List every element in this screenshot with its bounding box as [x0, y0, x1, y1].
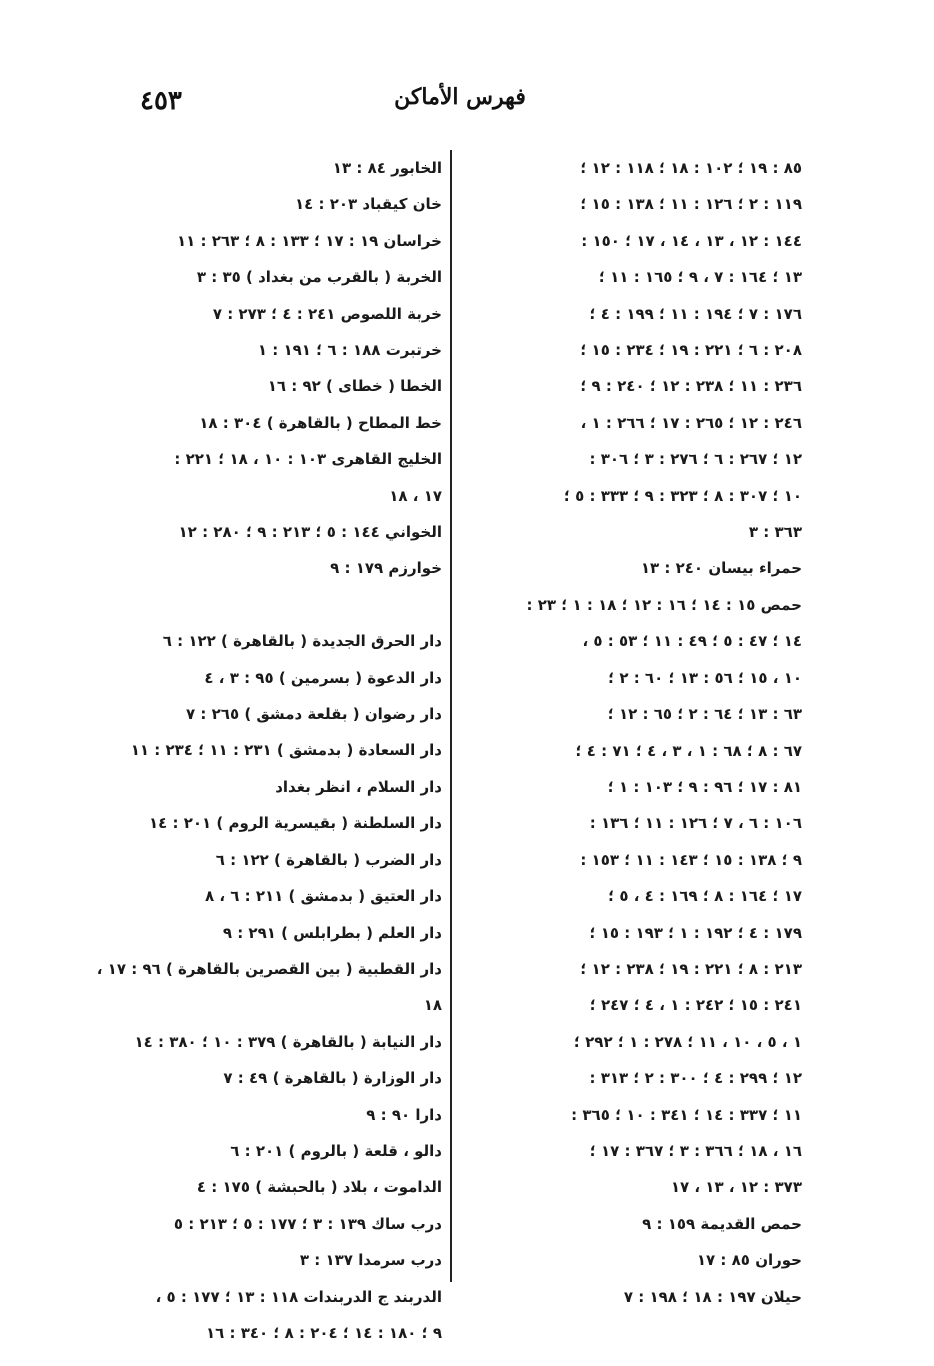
index-entry: دار الوزارة ( بالقاهرة ) ٤٩ : ٧	[223, 1069, 442, 1088]
index-entry: ١٦ ، ١٨ ؛ ٣٦٦ : ٣ ؛ ٣٦٧ : ١٧ ؛	[589, 1141, 802, 1160]
index-entry: دار النيابة ( بالقاهرة ) ٣٧٩ : ١٠ ؛ ٣٨٠ : ١٤	[134, 1032, 442, 1051]
index-entry: دار الحرق الجديدة ( بالقاهرة ) ١٢٢ : ٦	[162, 632, 442, 651]
index-entry: خرتبرت ١٨٨ : ٦ ؛ ١٩١ : ١	[257, 341, 442, 360]
index-entry: ٩ ؛ ١٣٨ : ١٥ ؛ ١٤٣ : ١١ ؛ ١٥٣ :	[580, 850, 802, 869]
index-entry: ٦٧ : ٨ ؛ ٦٨ : ١ ، ٣ ، ٤ ؛ ٧١ : ٤ ؛	[575, 741, 802, 760]
index-entry: ٢٤١ : ١٥ ؛ ٢٤٢ : ١ ، ٤ ؛ ٢٤٧ ؛	[589, 996, 802, 1015]
index-entry	[86, 587, 442, 623]
index-entry: ٨١ : ١٧ ؛ ٩٦ : ٩ ؛ ١٠٣ : ١ ؛	[607, 777, 802, 796]
index-entry: ١٧٦ : ٧ ؛ ١٩٤ : ١١ ؛ ١٩٩ : ٤ ؛	[589, 304, 802, 323]
index-entry: الخطا ( خطاى ) ٩٢ : ١٦	[267, 377, 442, 396]
index-entry: حوران ٨٥ : ١٧	[696, 1251, 802, 1270]
index-entry: دار القطبية ( بين القصرين بالقاهرة ) ٩٦ : ١٧ ،	[96, 959, 442, 978]
index-entry: ٢٠٨ : ٦ ؛ ٢٢١ : ١٩ ؛ ٢٣٤ : ١٥ ؛	[580, 341, 802, 360]
index-entry: ١١ ؛ ٣٣٧ : ١٤ ؛ ٣٤١ : ١٠ ؛ ٣٦٥ :	[571, 1105, 802, 1124]
page-number: ٤٥٣	[140, 86, 182, 116]
index-entry: دار الضرب ( بالقاهرة ) ١٢٢ : ٦	[215, 850, 442, 869]
index-entry: الداموت ، بلاد ( بالحبشة ) ١٧٥ : ٤	[196, 1178, 442, 1197]
index-entry: ١٢ ؛ ٢٦٧ : ٦ ؛ ٢٧٦ : ٣ ؛ ٣٠٦ :	[589, 450, 802, 469]
index-entry: ١٠ ؛ ٣٠٧ : ٨ ؛ ٣٢٣ : ٩ ؛ ٣٣٣ : ٥ ؛	[563, 486, 802, 505]
index-entry: الخابور ٨٤ : ١٣	[332, 159, 442, 177]
index-entry: درب ساك ١٣٩ : ٣ ؛ ١٧٧ : ٥ ؛ ٢١٣ : ٥	[173, 1214, 442, 1233]
index-entry: دار السلطنة ( بقيسرية الروم ) ٢٠١ : ١٤	[148, 814, 442, 833]
index-entry: ٣٦٣ : ٣	[748, 523, 802, 542]
index-entry: دار العلم ( بطرابلس ) ٢٩١ : ٩	[222, 923, 442, 942]
index-entry: ٢١٣ : ٨ ؛ ٢٢١ : ١٩ ؛ ٢٣٨ : ١٢ ؛	[580, 959, 802, 978]
index-entry: ١٨	[423, 996, 442, 1015]
index-entry: خط المطاح ( بالقاهرة ) ٣٠٤ : ١٨	[199, 413, 442, 432]
index-entry: ٢٤٦ : ١٢ ؛ ٢٦٥ : ١٧ ؛ ٢٦٦ : ١ ،	[580, 413, 802, 432]
index-entry: حمراء بيسان ٢٤٠ : ١٣	[640, 559, 802, 578]
index-entry: ١١٩ : ٢ ؛ ١٢٦ : ١١ ؛ ١٣٨ : ١٥ ؛	[580, 195, 802, 214]
page-header-title: فهرس الأماكن	[394, 84, 526, 110]
index-entry: ١٠ ، ١٥ ؛ ٥٦ : ١٣ ؛ ٦٠ : ٢ ؛	[608, 668, 802, 687]
index-entry: ١٤٤ : ١٢ ، ١٣ ، ١٤ ، ١٧ ؛ ١٥٠ :	[581, 231, 802, 250]
index-entry: ٩ ؛ ١٨٠ : ١٤ ؛ ٢٠٤ : ٨ ؛ ٣٤٠ : ١٦	[205, 1323, 442, 1342]
index-entry: ١٧ ؛ ١٦٤ : ٨ ؛ ١٦٩ : ٤ ، ٥ ؛	[608, 887, 802, 906]
index-entry: حيلان ١٩٧ : ١٨ ؛ ١٩٨ : ٧	[623, 1287, 802, 1306]
index-entry: ٢٣٦ : ١١ ؛ ٢٣٨ : ١٢ ؛ ٢٤٠ : ٩ ؛	[580, 377, 802, 396]
index-entry: دار رضوان ( بقلعة دمشق ) ٢٦٥ : ٧	[186, 705, 442, 724]
index-entry: درب سرمدا ١٣٧ : ٣	[299, 1251, 442, 1270]
index-entry: ٨٥ : ١٩ ؛ ١٠٢ : ١٨ ؛ ١١٨ : ١٢ ؛	[580, 159, 802, 177]
index-entry: دالو ، قلعة ( بالروم ) ٢٠١ : ٦	[230, 1141, 442, 1160]
index-entry: دار السعادة ( بدمشق ) ٢٣١ : ١١ ؛ ٢٣٤ : ١١	[130, 741, 442, 760]
index-entry: ٣٧٣ : ١٢ ، ١٣ ، ١٧	[670, 1178, 802, 1197]
index-entry: الخواني ١٤٤ : ٥ ؛ ٢١٣ : ٩ ؛ ٢٨٠ : ١٢	[178, 523, 442, 542]
index-entry: دار العتيق ( بدمشق ) ٢١١ : ٦ ، ٨	[204, 887, 442, 906]
index-entry: حمص القديمة ١٥٩ : ٩	[642, 1214, 802, 1233]
index-entry: الخربة ( بالقرب من بغداد ) ٣٥ : ٣	[196, 268, 442, 287]
index-entry: ١٧٩ : ٤ ؛ ١٩٢ : ١ ؛ ١٩٣ : ١٥ ؛	[589, 923, 802, 942]
index-entry: حمص ١٥ : ١٤ ؛ ١٦ : ١٢ ؛ ١٨ : ١ ؛ ٢٣ :	[526, 595, 802, 614]
index-entry: دار الدعوة ( بسرمين ) ٩٥ : ٣ ، ٤	[204, 668, 442, 687]
index-entry: ١٣ ؛ ١٦٤ : ٧ ، ٩ ؛ ١٦٥ : ١١ ؛	[598, 268, 802, 287]
index-entry: الدربند ج الدربندات ١١٨ : ١٣ ؛ ١٧٧ : ٥ ،	[155, 1287, 442, 1306]
index-entry: دارا ٩٠ : ٩	[366, 1105, 442, 1124]
index-entry: ١٤ ؛ ٤٧ : ٥ ؛ ٤٩ : ١١ ؛ ٥٣ : ٥ ،	[582, 632, 802, 651]
index-entry: دار السلام ، انظر بغداد	[275, 777, 442, 796]
index-entry: الخليج القاهرى ١٠٣ : ١٠ ، ١٨ ؛ ٢٢١ :	[174, 450, 442, 469]
index-entry: خربة اللصوص ٢٤١ : ٤ ؛ ٢٧٣ : ٧	[212, 304, 442, 323]
column-divider	[450, 150, 452, 1282]
index-entry: خان كيقباد ٢٠٣ : ١٤	[294, 195, 442, 214]
index-entry: خراسان ١٩ : ١٧ ؛ ١٣٣ : ٨ ؛ ٢٦٣ : ١١	[177, 231, 442, 250]
index-entry: ١٧ ، ١٨	[389, 486, 442, 505]
index-entry: خوارزم ١٧٩ : ٩	[330, 559, 442, 578]
index-entry: ١ ، ٥ ، ١٠ ، ١١ ؛ ٢٧٨ : ١ ؛ ٢٩٢ ؛	[573, 1032, 802, 1051]
index-entry: ١٠٦ : ٦ ، ٧ ؛ ١٢٦ : ١١ ؛ ١٣٦ :	[589, 814, 802, 833]
index-column-right	[462, 150, 802, 1315]
index-column-left	[86, 150, 442, 1351]
index-entry: ٦٣ : ١٣ ؛ ٦٤ : ٢ ؛ ٦٥ : ١٢ ؛	[607, 705, 802, 724]
index-entry: ١٢ ؛ ٢٩٩ : ٤ ؛ ٣٠٠ : ٢ ؛ ٣١٣ :	[589, 1069, 802, 1088]
